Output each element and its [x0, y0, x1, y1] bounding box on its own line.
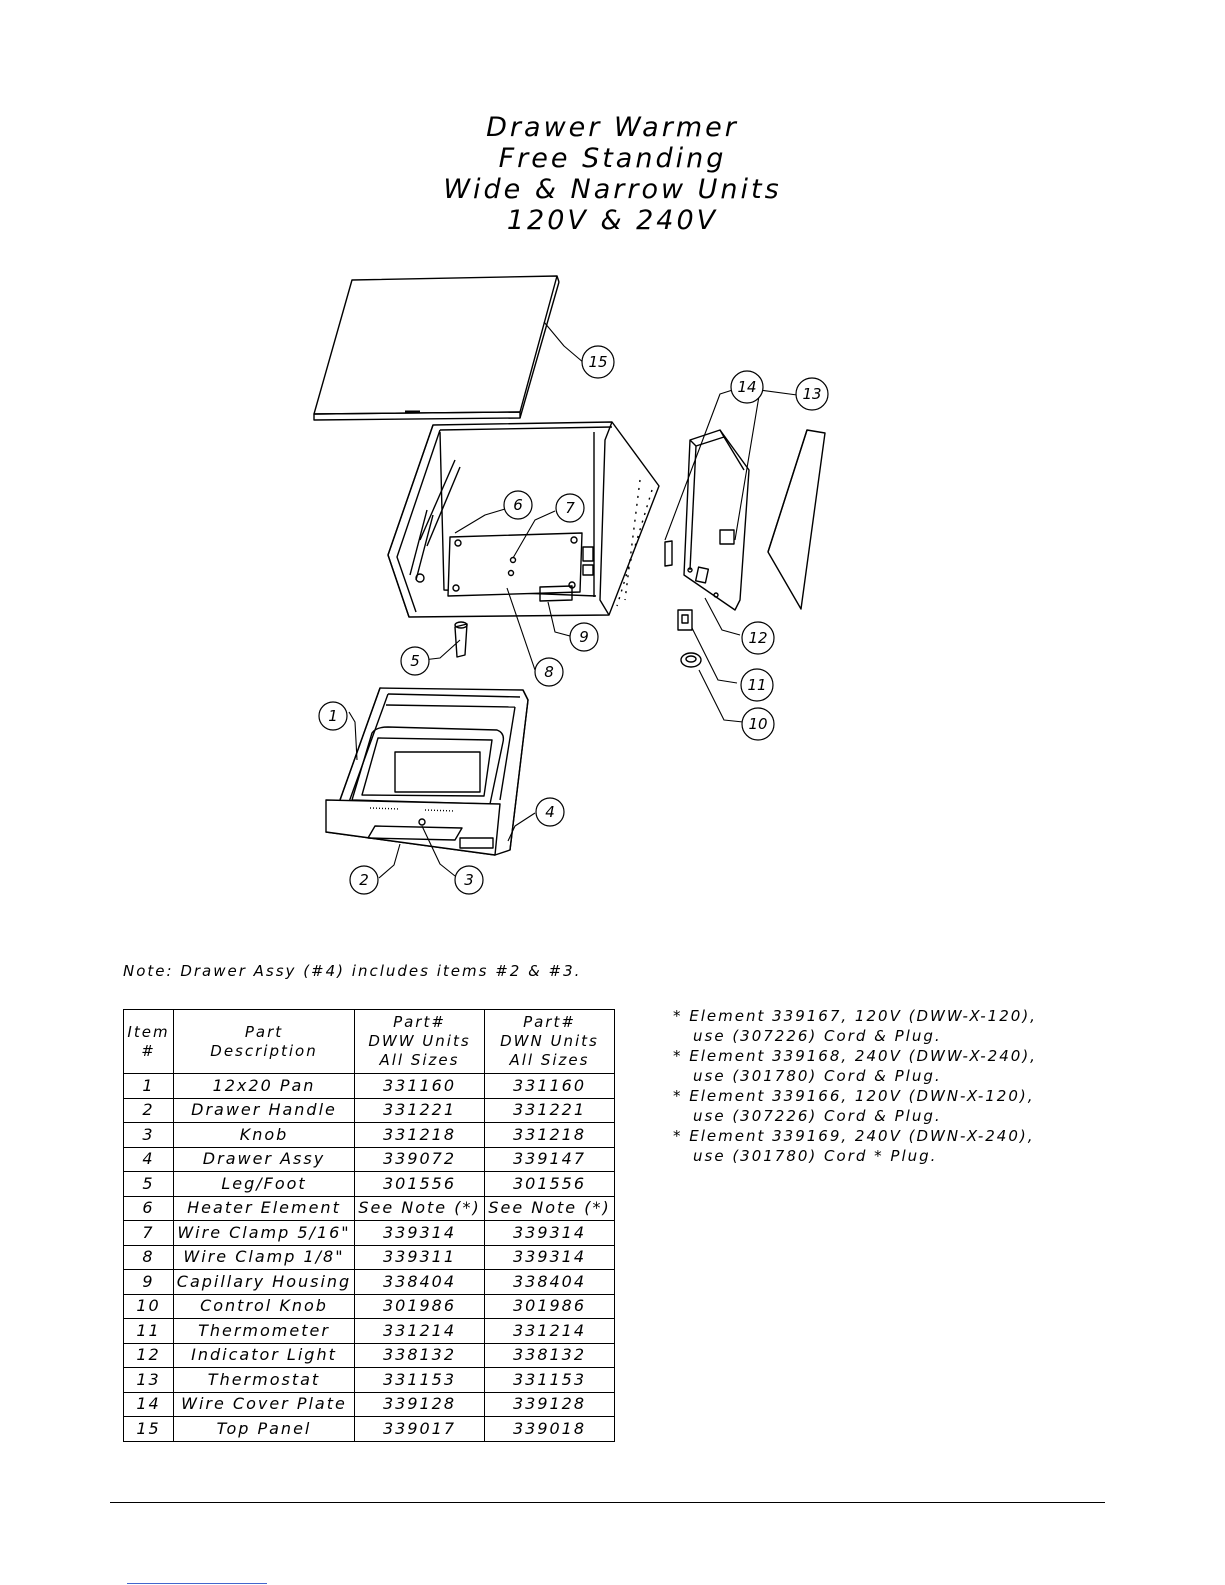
cell-dww: 339314 [355, 1221, 485, 1246]
cell-description: Heater Element [174, 1196, 355, 1221]
table-row [124, 1098, 615, 1123]
cell-item: 15 [124, 1417, 174, 1442]
cell-item: 14 [124, 1392, 174, 1417]
header-dwn-part: Part# DWN Units All Sizes [485, 1010, 615, 1074]
cell-description: Indicator Light [174, 1343, 355, 1368]
svg-text:6: 6 [513, 496, 523, 514]
svg-text:11: 11 [747, 676, 767, 694]
callout-6 [504, 491, 532, 519]
cell-description: Leg/Foot [174, 1172, 355, 1197]
table-row [124, 1417, 615, 1442]
cell-description: Thermometer [174, 1319, 355, 1344]
cell-dww: 331214 [355, 1319, 485, 1344]
cell-item: 10 [124, 1294, 174, 1319]
cell-description: Drawer Assy [174, 1147, 355, 1172]
table-header-row [124, 1010, 615, 1074]
callout-5 [401, 647, 429, 675]
svg-text:1: 1 [328, 707, 338, 725]
element-notes [673, 1006, 1037, 1166]
wire-cover-plate-drawing [665, 541, 672, 566]
cell-description: Control Knob [174, 1294, 355, 1319]
title-line: Wide & Narrow Units [443, 174, 782, 205]
callout-13 [796, 378, 828, 410]
table-row [124, 1147, 615, 1172]
header-item: Item # [124, 1010, 174, 1074]
cell-description: Thermostat [174, 1368, 355, 1393]
footer-divider [110, 1502, 1105, 1503]
title-line: Drawer Warmer [486, 112, 739, 143]
cell-dwn: 339147 [485, 1147, 615, 1172]
header-description: Part Description [174, 1010, 355, 1074]
callout-7 [556, 494, 584, 522]
table-row [124, 1343, 615, 1368]
cell-item: 12 [124, 1343, 174, 1368]
cell-dwn: 331160 [485, 1074, 615, 1099]
cell-item: 6 [124, 1196, 174, 1221]
svg-text:14: 14 [737, 378, 757, 396]
svg-text:13: 13 [802, 385, 822, 403]
cell-dww: 339017 [355, 1417, 485, 1442]
cell-item: 2 [124, 1098, 174, 1123]
cell-description: 12x20 Pan [174, 1074, 355, 1099]
parts-table [123, 1009, 615, 1442]
cell-dww: 331153 [355, 1368, 485, 1393]
title-line: 120V & 240V [506, 205, 719, 236]
cell-description: Wire Cover Plate [174, 1392, 355, 1417]
cell-dwn: 331221 [485, 1098, 615, 1123]
cell-dwn: See Note (*) [485, 1196, 615, 1221]
title-line: Free Standing [498, 143, 727, 174]
footer-link-underline [127, 1583, 267, 1584]
cell-dww: 331160 [355, 1074, 485, 1099]
cell-item: 1 [124, 1074, 174, 1099]
cell-dww: 331218 [355, 1123, 485, 1148]
control-knob-drawing [681, 653, 701, 667]
cell-dwn: 339128 [485, 1392, 615, 1417]
cell-dww: 339311 [355, 1245, 485, 1270]
svg-text:15: 15 [588, 353, 608, 371]
element-note: * Element 339166, 120V (DWN-X-120), use (307226) Cord & Plug. [673, 1087, 1035, 1125]
table-row [124, 1392, 615, 1417]
element-note: * Element 339168, 240V (DWW-X-240), use (301780) Cord & Plug. [673, 1047, 1037, 1085]
cell-dwn: 339314 [485, 1245, 615, 1270]
table-row [124, 1245, 615, 1270]
callout-12 [742, 622, 774, 654]
table-row [124, 1123, 615, 1148]
svg-text:8: 8 [544, 663, 554, 681]
callout-1 [319, 702, 347, 730]
svg-text:4: 4 [545, 803, 555, 821]
table-row [124, 1294, 615, 1319]
callout-14 [731, 371, 763, 403]
table-row [124, 1319, 615, 1344]
cell-dww: 301556 [355, 1172, 485, 1197]
table-row [124, 1196, 615, 1221]
cell-description: Capillary Housing [174, 1270, 355, 1295]
callout-10 [742, 708, 774, 740]
cell-description: Wire Clamp 1/8" [174, 1245, 355, 1270]
drawer-assy-note: Note: Drawer Assy (#4) includes items #2 & #3. [123, 962, 582, 980]
cell-dww: 338404 [355, 1270, 485, 1295]
cell-dwn: 338404 [485, 1270, 615, 1295]
cell-dwn: 331153 [485, 1368, 615, 1393]
thermostat-panel-drawing [768, 430, 825, 609]
cell-dwn: 339018 [485, 1417, 615, 1442]
cell-description: Drawer Handle [174, 1098, 355, 1123]
cell-dwn: 301556 [485, 1172, 615, 1197]
cell-item: 11 [124, 1319, 174, 1344]
callout-11 [741, 669, 773, 701]
cell-item: 9 [124, 1270, 174, 1295]
callout-3 [455, 866, 483, 894]
table-row [124, 1221, 615, 1246]
element-note: * Element 339167, 120V (DWW-X-120), use (307226) Cord & Plug. [673, 1007, 1037, 1045]
table-row [124, 1368, 615, 1393]
header-dww-part: Part# DWW Units All Sizes [355, 1010, 485, 1074]
top-panel-drawing [314, 276, 559, 420]
thermometer-drawing [678, 610, 692, 630]
cell-item: 13 [124, 1368, 174, 1393]
cell-dwn: 331214 [485, 1319, 615, 1344]
cell-item: 4 [124, 1147, 174, 1172]
callout-15 [582, 346, 614, 378]
callout-8 [535, 658, 563, 686]
table-body [124, 1074, 615, 1442]
cell-dww: 301986 [355, 1294, 485, 1319]
svg-text:3: 3 [464, 871, 474, 889]
cell-item: 5 [124, 1172, 174, 1197]
element-note: * Element 339169, 240V (DWN-X-240), use (301780) Cord * Plug. [673, 1127, 1035, 1165]
svg-text:10: 10 [748, 715, 768, 733]
drawer-drawing [326, 688, 528, 855]
callout-4 [536, 798, 564, 826]
table-row [124, 1172, 615, 1197]
cell-item: 7 [124, 1221, 174, 1246]
cell-dww: 338132 [355, 1343, 485, 1368]
cell-dwn: 301986 [485, 1294, 615, 1319]
leg-foot-drawing [455, 622, 467, 657]
cell-description: Wire Clamp 5/16" [174, 1221, 355, 1246]
cell-dww: 331221 [355, 1098, 485, 1123]
svg-text:2: 2 [359, 871, 369, 889]
table-row [124, 1270, 615, 1295]
cell-dwn: 338132 [485, 1343, 615, 1368]
cell-item: 3 [124, 1123, 174, 1148]
callout-2 [350, 866, 378, 894]
cell-description: Knob [174, 1123, 355, 1148]
cell-description: Top Panel [174, 1417, 355, 1442]
svg-text:5: 5 [410, 652, 420, 670]
callout-9 [570, 623, 598, 651]
cell-dww: See Note (*) [355, 1196, 485, 1221]
svg-text:7: 7 [565, 499, 575, 517]
cell-dww: 339128 [355, 1392, 485, 1417]
cabinet-drawing [388, 422, 659, 617]
cell-dwn: 331218 [485, 1123, 615, 1148]
table-row [124, 1074, 615, 1099]
svg-text:12: 12 [748, 629, 768, 647]
svg-text:9: 9 [579, 628, 589, 646]
cell-dww: 339072 [355, 1147, 485, 1172]
cell-dwn: 339314 [485, 1221, 615, 1246]
control-box-drawing [684, 430, 749, 610]
cell-item: 8 [124, 1245, 174, 1270]
